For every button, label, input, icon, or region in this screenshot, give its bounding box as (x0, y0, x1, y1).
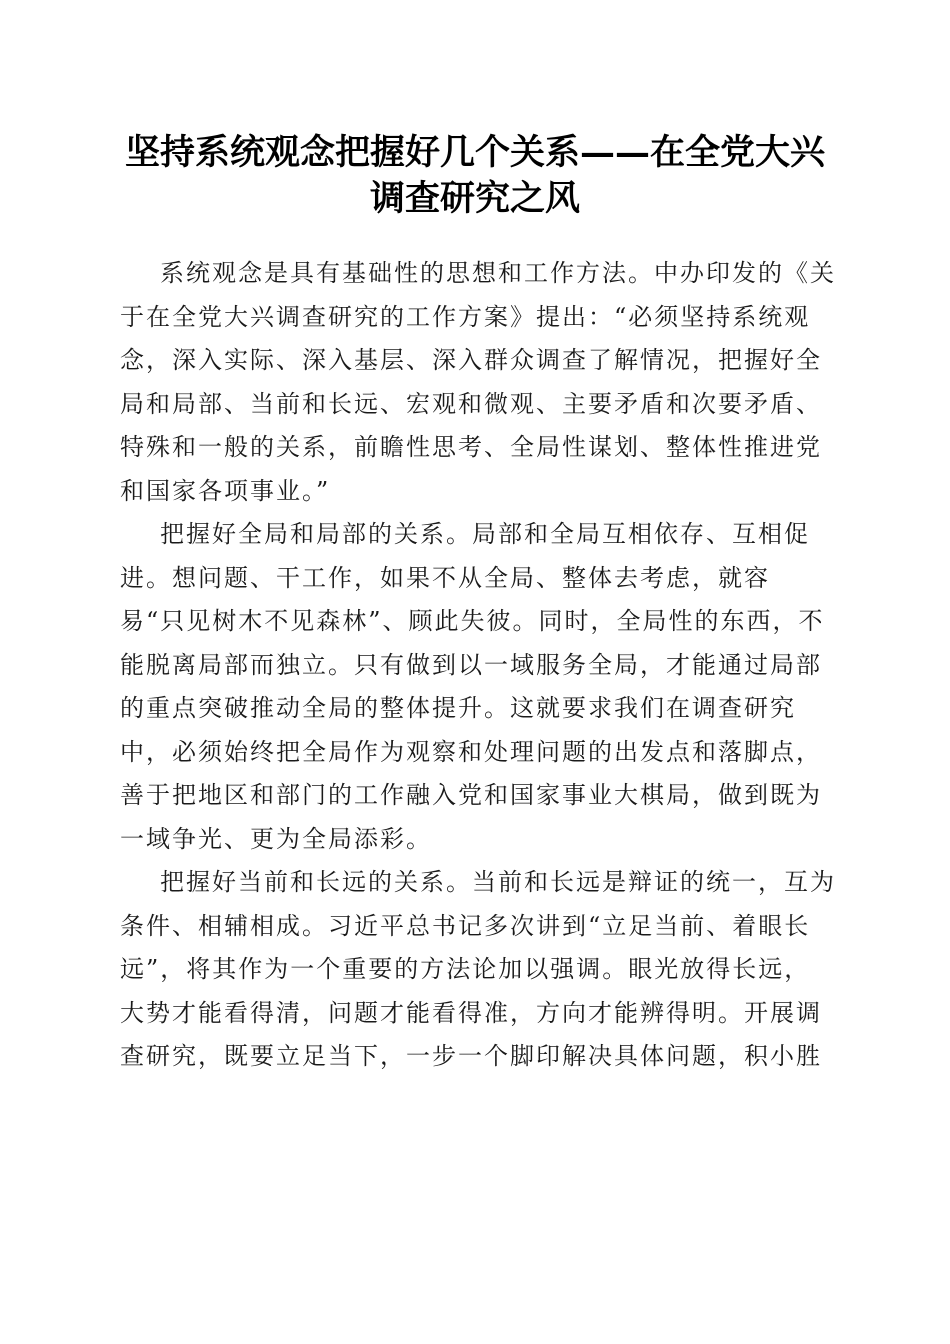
document-title (110, 130, 840, 222)
paragraph-overall-and-local: 把握好全局和局部的关系。局部和全局互相依存、互相促进。想问题、干工作，如果不从全局、整体去考虑，就容易“只见树木不见森林”、顾此失彼。同时，全局性的东西，不能脱离局部而独立。只有做到以一域服务全局，才能通过局部的重点突破推动全局的整体提升。这就要求我们在调查研究中，必须始终把全局作为观察和处理问题的出发点和落脚点，善于把地区和部门的工作融入党和国家事业大棋局，做到既为一域争光、更为全局添彩。 (120, 520, 825, 853)
title-line-1: 坚持系统观念把握好几个关系——在全党大兴 (124, 132, 825, 173)
title-line-2: 调查研究之风 (369, 178, 580, 219)
document-body (120, 252, 836, 1079)
paragraph-intro: 系统观念是具有基础性的思想和工作方法。中办印发的《关于在全党大兴调查研究的工作方案》提出：“必须坚持系统观念，深入实际、深入基层、深入群众调查了解情况，把握好全局和局部、当前和长远、宏观和微观、主要矛盾和次要矛盾、特殊和一般的关系，前瞻性思考、全局性谋划、整体性推进党和国家各项事业。” (120, 259, 836, 505)
paragraph-present-and-long-term: 把握好当前和长远的关系。当前和长远是辩证的统一，互为条件、相辅相成。习近平总书记多次讲到“立足当前、着眼长远”，将其作为一个重要的方法论加以强调。眼光放得长远，大势才能看得清，问题才能看得准，方向才能辨得明。开展调查研究，既要立足当下，一步一个脚印解决具体问题，积小胜 (120, 868, 836, 1070)
